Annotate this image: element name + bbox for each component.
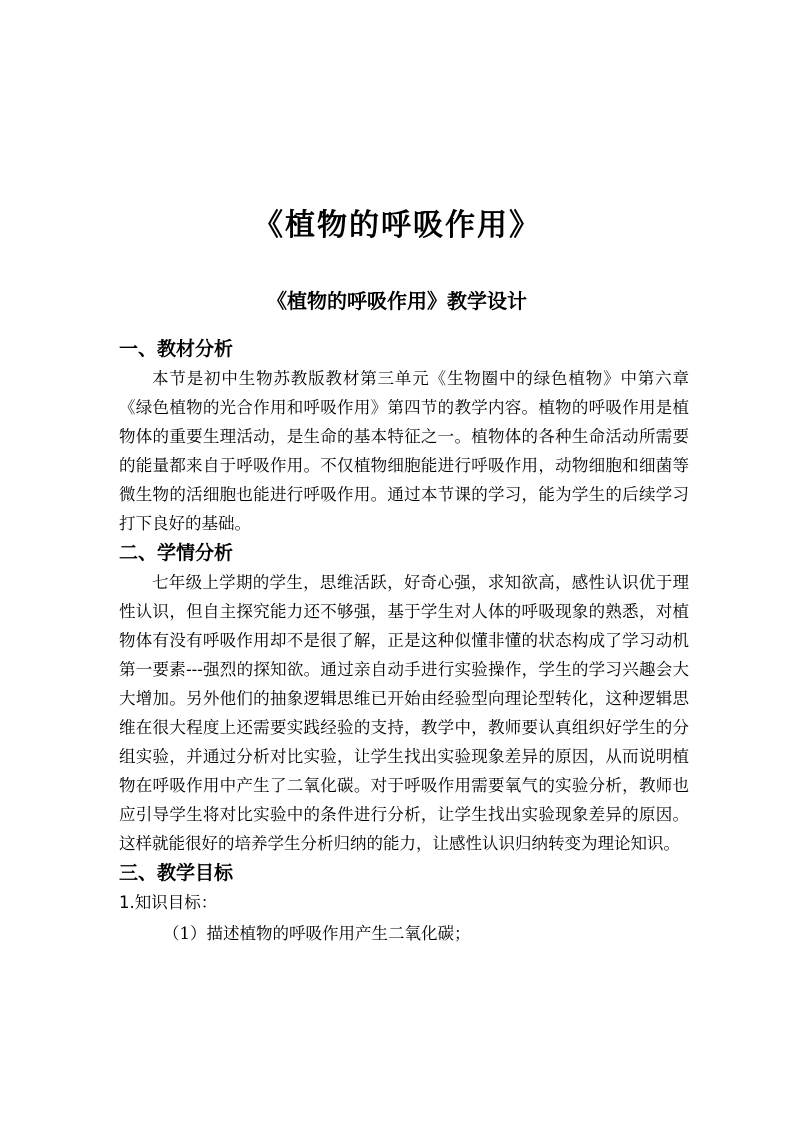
section-heading: 三、教学目标 [119,862,234,884]
section-learner-analysis [119,538,689,858]
document-subtitle: 《植物的呼吸作用》教学设计 [267,289,527,313]
objective-item: （1）描述植物的呼吸作用产生二氧化碳； [163,924,471,943]
document-title: 《植物的呼吸作用》 [253,208,541,243]
section-heading: 一、教材分析 [119,338,234,360]
section-paragraph: 本节是初中生物苏教版教材第三单元《生物圈中的绿色植物》中第六章《绿色植物的光合作用和呼吸作用》第四节的教学内容。植物的呼吸作用是植物体的重要生理活动，是生命的基本特征之一。植物体的各种生命活动所需要的能量都来自于呼吸作用。不仅植物细胞能进行呼吸作用，动物细胞和细菌等微生物的活细胞也能进行呼吸作用。通过本节课的学习，能为学生的后续学习打下良好的基础。 [119,369,689,533]
section-subheading: 1.知识目标： [119,893,218,912]
section-heading: 二、学情分析 [119,542,234,564]
section-teaching-objectives [119,858,689,950]
section-textbook-analysis [119,334,689,538]
document-body [119,334,689,950]
section-paragraph: 七年级上学期的学生，思维活跃，好奇心强，求知欲高，感性认识优于理性认识，但自主探究能力还不够强，基于学生对人体的呼吸现象的熟悉，对植物体有没有呼吸作用却不是很了解，正是这种似懂非懂的状态构成了学习动机第一要素---强烈的探知欲。通过亲自动手进行实验操作，学生的学习兴趣会大大增加。另外他们的抽象逻辑思维已开始由经验型向理论型转化，这种逻辑思维在很大程度上还需要实践经验的支持，教学中，教师要认真组织好学生的分组实验，并通过分析对比实验，让学生找出实验现象差异的原因，从而说明植物在呼吸作用中产生了二氧化碳。对于呼吸作用需要氧气的实验分析，教师也应引导学生将对比实验中的条件进行分析，让学生找出实验现象差异的原因。这样就能很好的培养学生分析归纳的能力，让感性认识归纳转变为理论知识。 [119,573,689,853]
